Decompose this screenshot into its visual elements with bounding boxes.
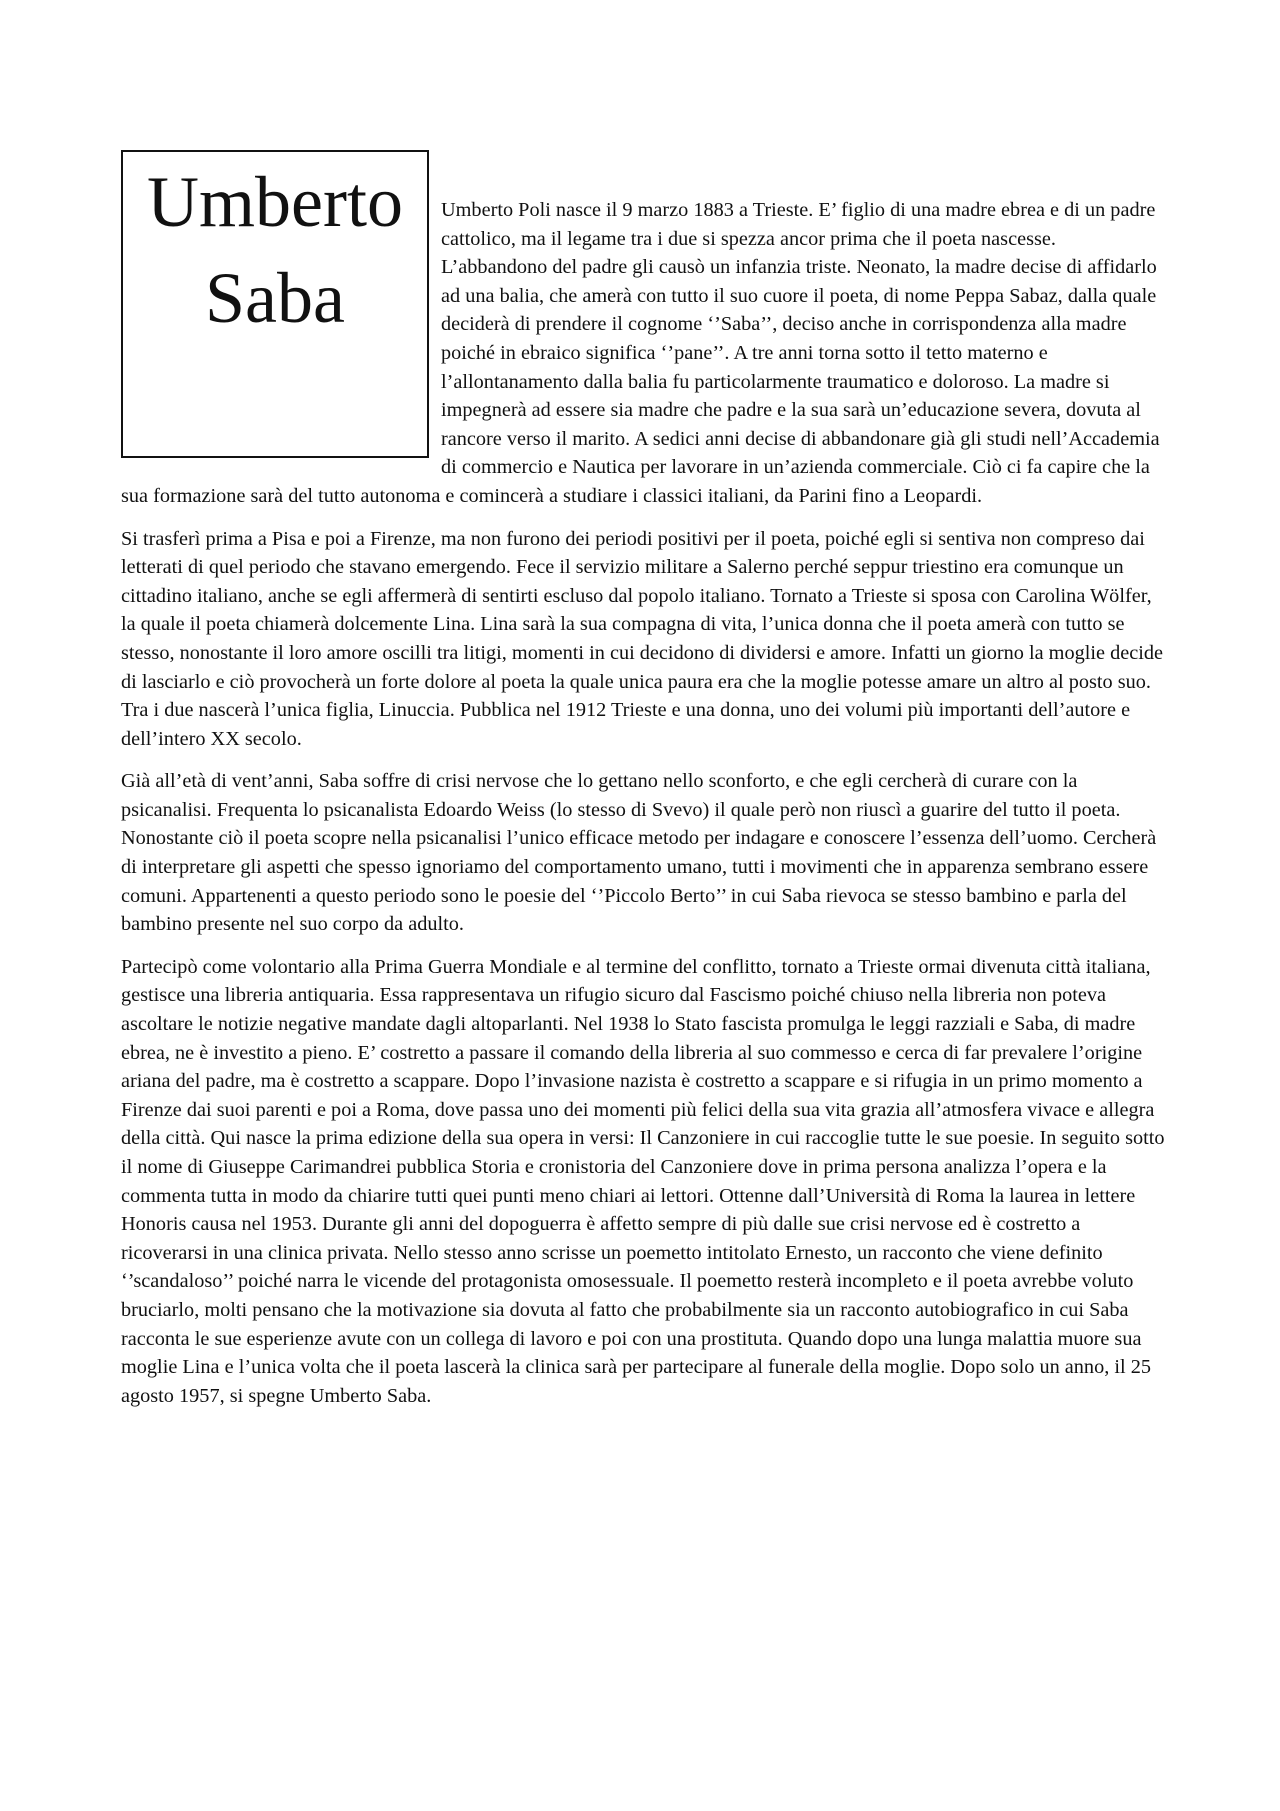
document-page	[121, 150, 1166, 1424]
paragraph-2: Si trasferì prima a Pisa e poi a Firenze, ma non furono dei periodi positivi per il poeta, poiché egli si sentiva non compreso dai letterati di quel periodo che stavano emergendo. Fece il servizio militare a Salerno perché seppur triestino era comunque un cittadino italiano, anche se egli affermerà di sentirti escluso dal popolo italiano. Tornato a Trieste si sposa con Carolina Wölfer, la quale il poeta chiamerà dolcemente Lina. Lina sarà la sua compagna di vita, l’unica donna che il poeta amerà con tutto se stesso, nonostante il loro amore oscilli tra litigi, momenti in cui decidono di dividersi e amore. Infatti un giorno la moglie decide di lasciarlo e ciò provocherà un forte dolore al poeta la quale unica paura era che la moglie potesse amare un altro al posto suo. Tra i due nascerà l’unica figlia, Linuccia. Pubblica nel 1912 Trieste e una donna, uno dei volumi più importanti dell’autore e dell’intero XX secolo.	[121, 527, 1163, 750]
paragraph-4: Partecipò come volontario alla Prima Guerra Mondiale e al termine del conflitto, tornato a Trieste ormai divenuta città italiana, gestisce una libreria antiquaria. Essa rappresentava un rifugio sicuro dal Fascismo poiché chiuso nella libreria non poteva ascoltare le notizie negative mandate dagli altoparlanti. Nel 1938 lo Stato fascista promulga le leggi razziali e Saba, di madre ebrea, ne è investito a pieno. E’ costretto a passare il comando della libreria al suo commesso e cerca di far prevalere l’origine ariana del padre, ma è costretto a scappare. Dopo l’invasione nazista è costretto a scappare e si rifugia in un primo momento a Firenze dai suoi parenti e poi a Roma, dove passa uno dei momenti più felici della sua vita grazia all’atmosfera vivace e allegra della città. Qui nasce la prima edizione della sua opera in versi: Il Canzoniere in cui raccoglie tutte le sue poesie. In seguito sotto il nome di Giuseppe Carimandrei pubblica Storia e cronistoria del Canzoniere dove in prima persona analizza l’opera e la commenta tutta in modo da chiarire tutti quei punti meno chiari ai lettori. Ottenne dall’Università di Roma la laurea in lettere Honoris causa nel 1953. Durante gli anni del dopoguerra è affetto sempre di più dalle sue crisi nervose ed è costretto a ricoverarsi in una clinica privata. Nello stesso anno scrisse un poemetto intitolato Ernesto, un racconto che viene definito ‘’scandaloso’’ poiché narra le vicende del protagonista omosessuale. Il poemetto resterà incompleto e il poeta avrebbe voluto bruciarlo, molti pensano che la motivazione sia dovuta al fatto che probabilmente sia un racconto autobiografico in cui Saba racconta le sue esperienze avute con un collega di lavoro e poi con una prostituta. Quando dopo una lunga malattia muore sua moglie Lina e l’unica volta che il poeta lascerà la clinica sarà per partecipare al funerale della moglie. Dopo solo un anno, il 25 agosto 1957, si spegne Umberto Saba.	[121, 955, 1165, 1407]
title-line-2: Saba	[205, 258, 345, 338]
paragraph-3: Già all’età di vent’anni, Saba soffre di crisi nervose che lo gettano nello sconforto, e che egli cercherà di curare con la psicanalisi. Frequenta lo psicanalista Edoardo Weiss (lo stesso di Svevo) il quale però non riuscì a guarire del tutto il poeta. Nonostante ciò il poeta scopre nella psicanalisi l’unico efficace metodo per indagare e conoscere l’essenza dell’uomo. Cercherà di interpretare gli aspetti che spesso ignoriamo del comportamento umano, tutti i movimenti che in apparenza sembrano essere comuni. Appartenenti a questo periodo sono le poesie del ‘’Piccolo Berto’’ in cui Saba rievoca se stesso bambino e parla del bambino presente nel suo corpo da adulto.	[121, 770, 1157, 936]
title-line-1: Umberto	[147, 162, 403, 242]
title-box	[121, 150, 429, 458]
paragraph-1: Umberto Poli nasce il 9 marzo 1883 a Trieste. E’ figlio di una madre ebrea e di un padre cattolico, ma il legame tra i due si spezza ancor prima che il poeta nascesse. L’abbandono del padre gli causò un infanzia triste. Neonato, la madre decise di affidarlo ad una balia, che amerà con tutto il suo cuore il poeta, di nome Peppa Sabaz, dalla quale deciderà di prendere il cognome ‘’Saba’’, deciso anche in corrispondenza alla madre poiché in ebraico significa ‘’pane’’. A tre anni torna sotto il tetto materno e l’allontanamento dalla balia fu particolarmente traumatico e doloroso. La madre si impegnerà ad essere sia madre che padre e la sua sarà un’educazione severa, dovuta al rancore verso il marito. A sedici anni decise di abbandonare già gli studi nell’Accademia di commercio e Nautica per lavorare in un’azienda commerciale. Ciò ci fa capire che la sua formazione sarà del tutto autonoma e comincerà a studiare i classici italiani, da Parini fino a Leopardi.	[121, 199, 1160, 507]
